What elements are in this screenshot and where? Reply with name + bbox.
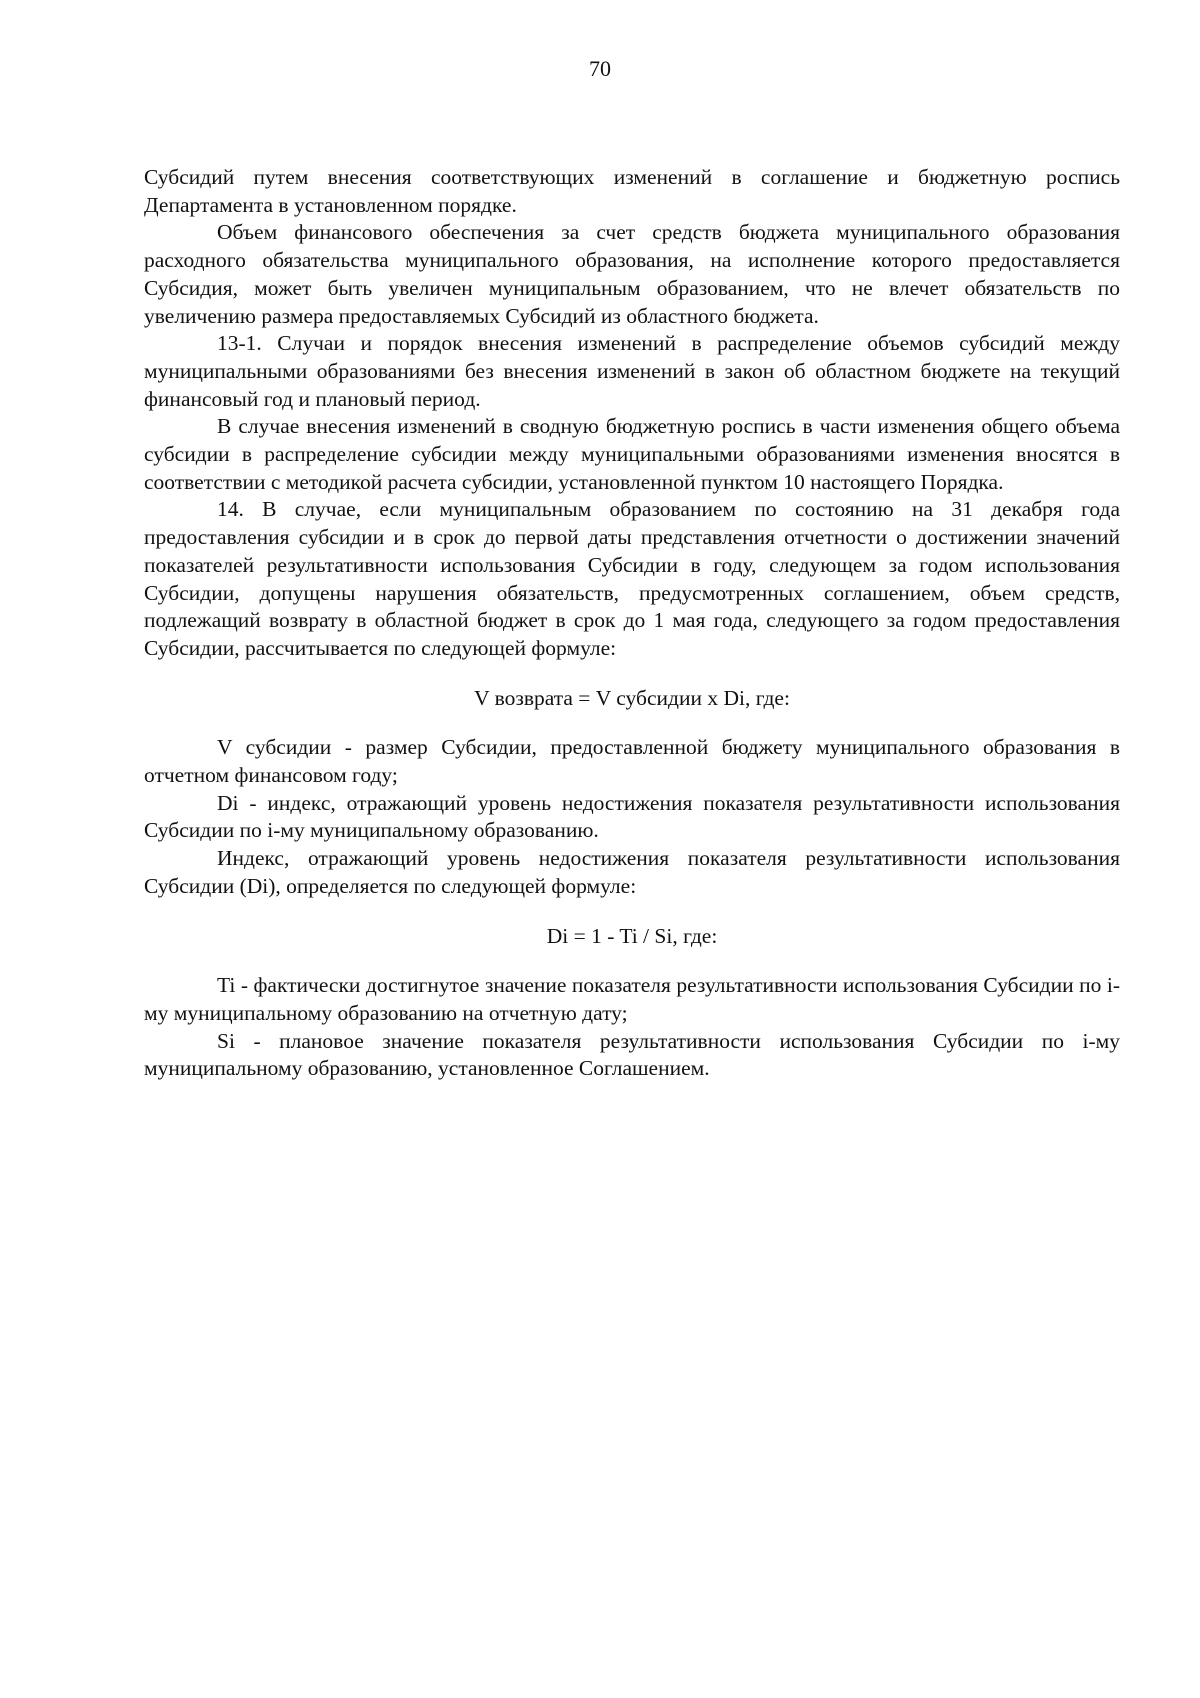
definition-v-subsidy: V субсидии - размер Субсидии, предоставленной бюджету муниципального образования в отчетном финансовом году; bbox=[144, 735, 1120, 788]
paragraph-financing-volume: Объем финансового обеспечения за счет средств бюджета муниципального образования расходного обязательства муниципального образования, на исполнение которого предоставляется Субсидия, может быть увеличен муниципальным образованием, что не влечет обязательств по увеличению размера предоставляемых Субсидий из областного бюджета. bbox=[144, 220, 1120, 328]
definition-si: Si - плановое значение показателя результативности использования Субсидии по i-му муниципальному образованию, установленное Соглашением. bbox=[144, 1028, 1120, 1081]
paragraph-continuation: Субсидий путем внесения соответствующих изменений в соглашение и бюджетную роспись Департамента в установленном порядке. bbox=[144, 165, 1120, 217]
paragraph-13-1: 13-1. Случаи и порядок внесения изменений в распределение объемов субсидий между муниципальными образованиями без внесения изменений в закон об областном бюджете на текущий финансовый год и плановый период. bbox=[144, 331, 1120, 411]
paragraph-14: 14. В случае, если муниципальным образованием по состоянию на 31 декабря года предоставления субсидии и в срок до первой даты представления отчетности о достижении значений показателей результативности использования Субсидии в году, следующем за годом использования Субсидии, допущены нарушения обязательств, предусмотренных соглашением, объем средств, подлежащий возврату в областной бюджет в срок до 1 мая года, следующего за годом предоставления Субсидии, рассчитывается по следующей формуле: bbox=[144, 497, 1120, 660]
page-number: 70 bbox=[589, 56, 611, 81]
formula-di: Di = 1 - Ti / Si, где: bbox=[546, 923, 718, 948]
document-body bbox=[144, 164, 1120, 1083]
paragraph-index-formula-intro: Индекс, отражающий уровень недостижения показателя результативности использования Субсидии (Di), определяется по следующей формуле: bbox=[144, 846, 1120, 898]
paragraph-budget-changes: В случае внесения изменений в сводную бюджетную роспись в части изменения общего объема субсидии в распределение субсидии между муниципальными образованиями изменения вносятся в соответствии с методикой расчета субсидии, установленной пунктом 10 настоящего Порядка. bbox=[144, 414, 1120, 494]
definition-ti: Ti - фактически достигнутое значение показателя результативности использования Субсидии по i-му муниципальному образованию на отчетную дату; bbox=[144, 973, 1120, 1025]
formula-return-volume: V возврата = V субсидии x Di, где: bbox=[474, 685, 790, 710]
definition-di: Di - индекс, отражающий уровень недостижения показателя результативности использования Субсидии по i-му муниципальному образованию. bbox=[144, 790, 1120, 843]
